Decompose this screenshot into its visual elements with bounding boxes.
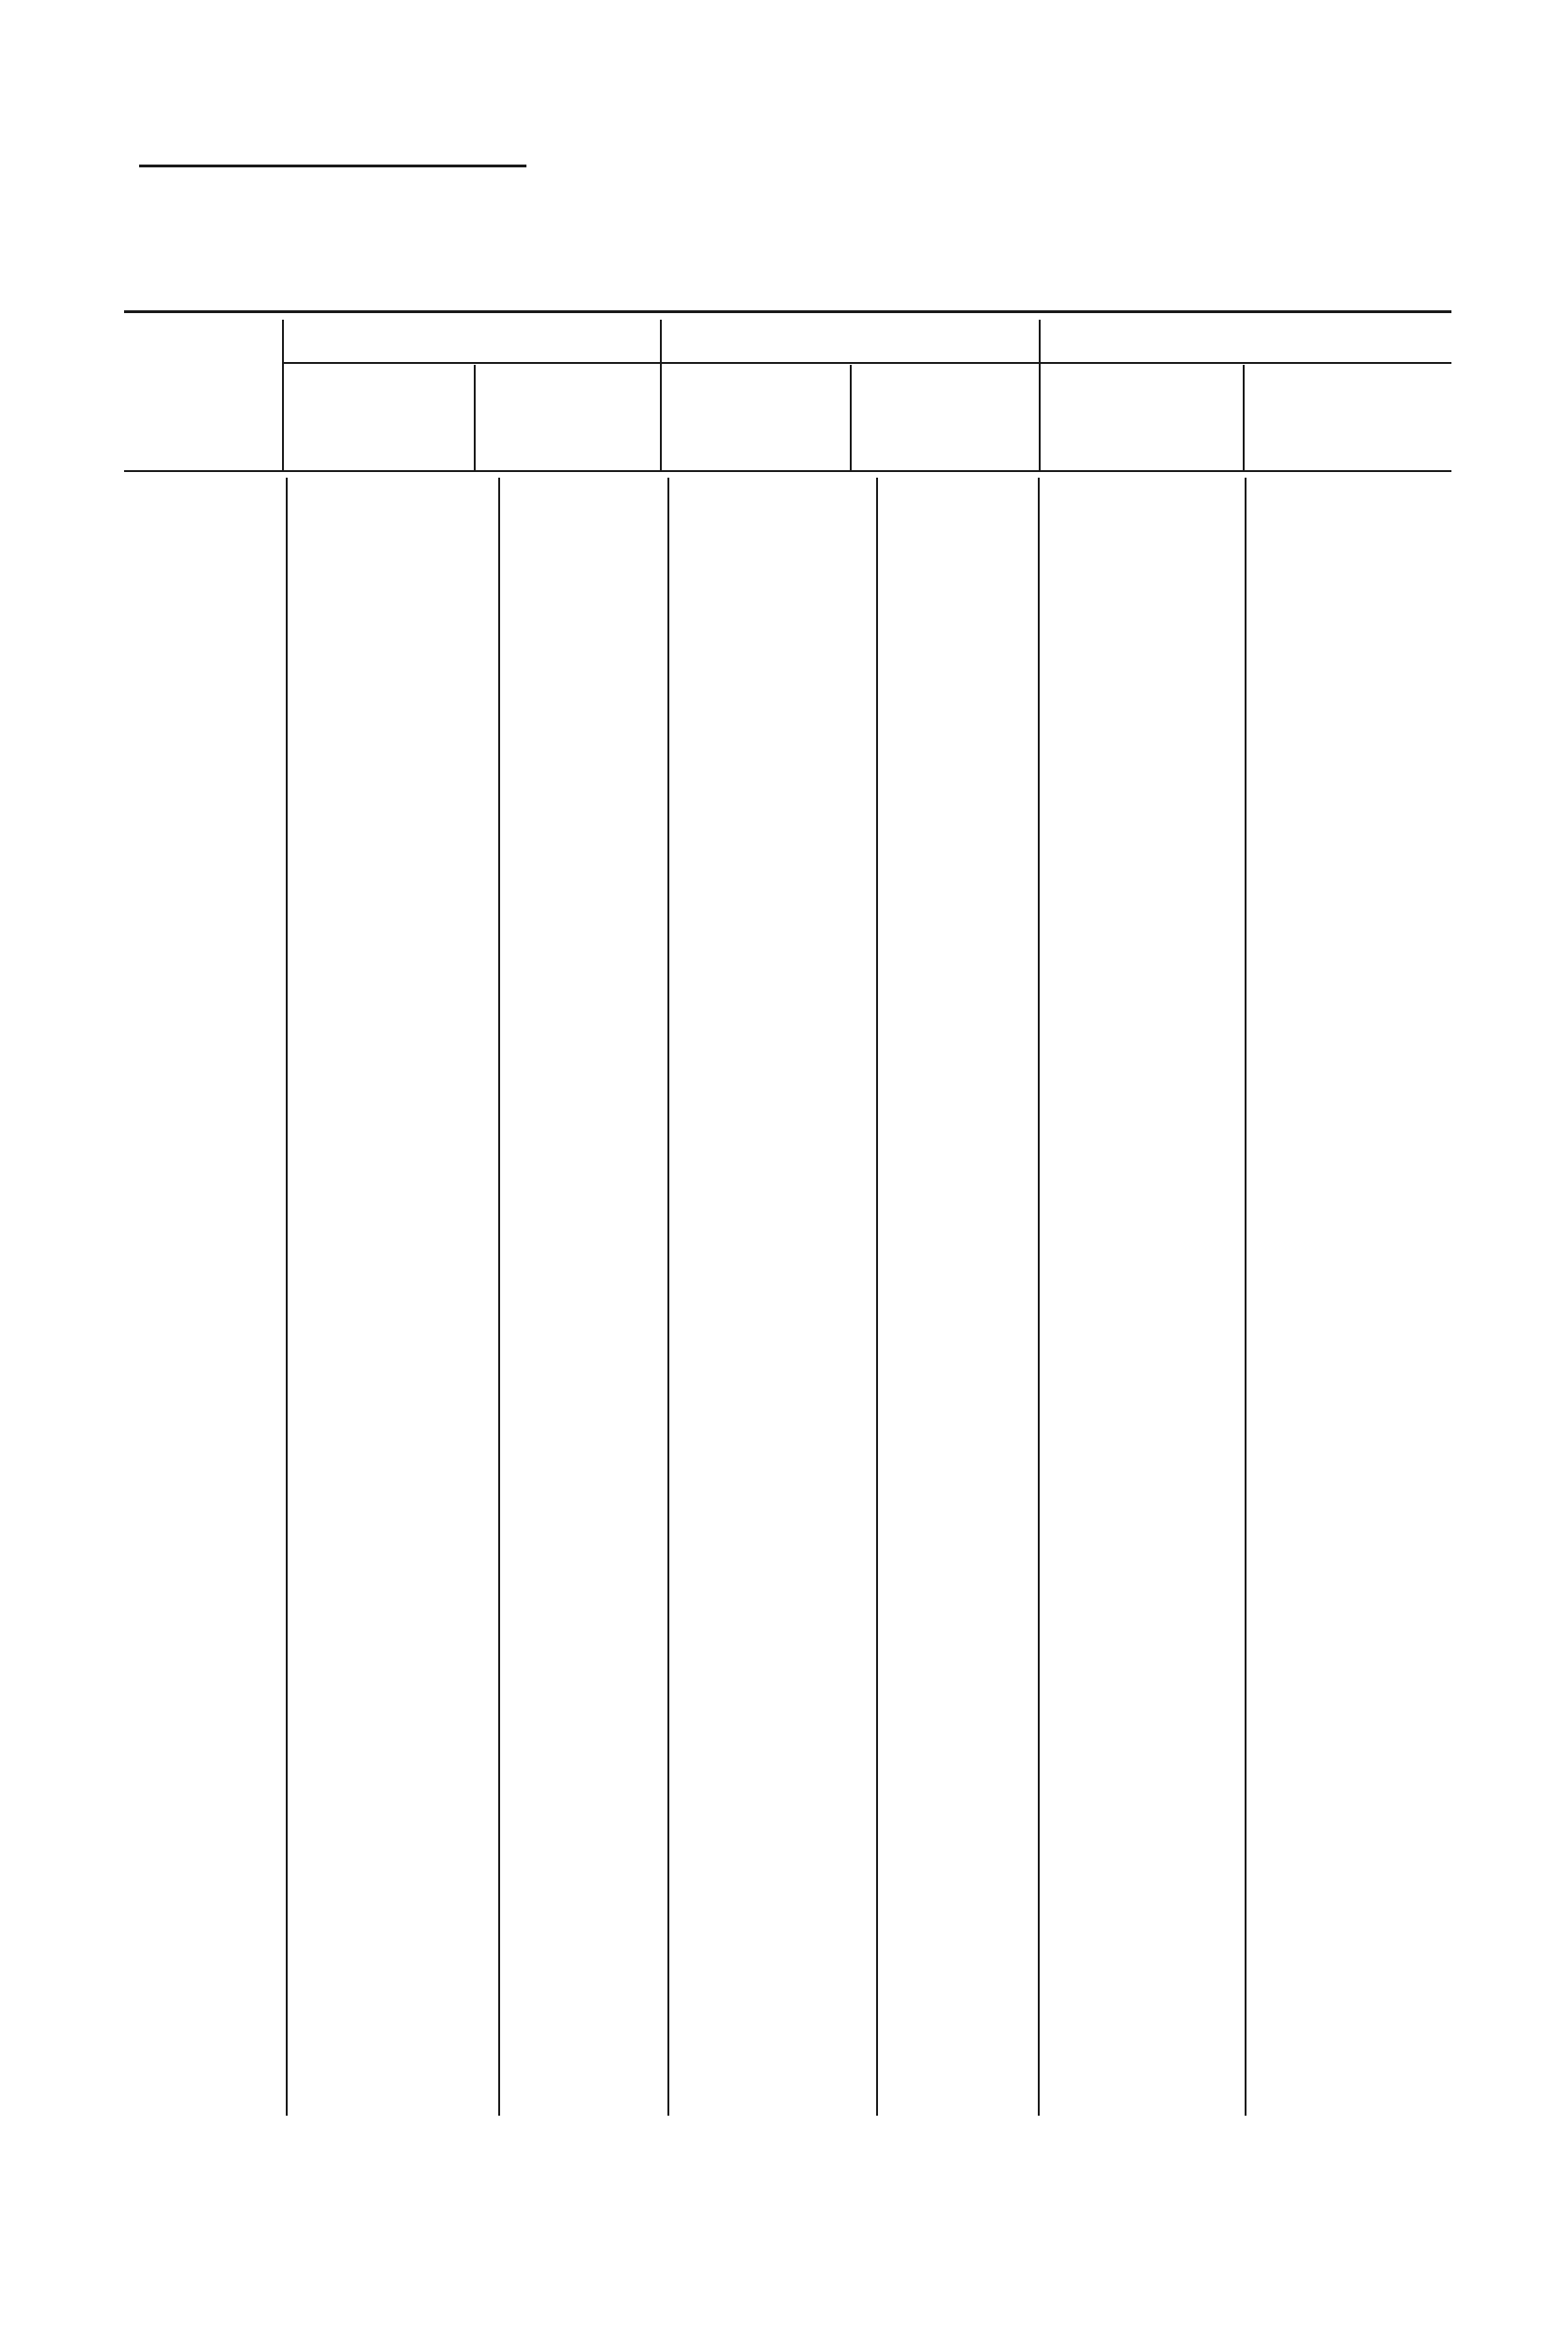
header-divider <box>282 320 284 470</box>
page-header <box>139 111 149 152</box>
header-underline <box>139 165 526 167</box>
header-divider <box>850 365 852 470</box>
column-divider <box>876 478 878 2116</box>
column-divider <box>1245 478 1247 2116</box>
header-divider <box>1243 365 1245 470</box>
column-divider <box>498 478 500 2116</box>
table-top-rule <box>124 310 1451 313</box>
header-bottom-rule <box>124 470 1451 472</box>
header-divider <box>474 365 476 470</box>
header-divider <box>660 320 662 470</box>
column-divider <box>1038 478 1040 2116</box>
group-underline <box>282 362 1451 364</box>
column-divider <box>286 478 288 2116</box>
column-divider <box>667 478 669 2116</box>
header-divider <box>1039 320 1041 470</box>
